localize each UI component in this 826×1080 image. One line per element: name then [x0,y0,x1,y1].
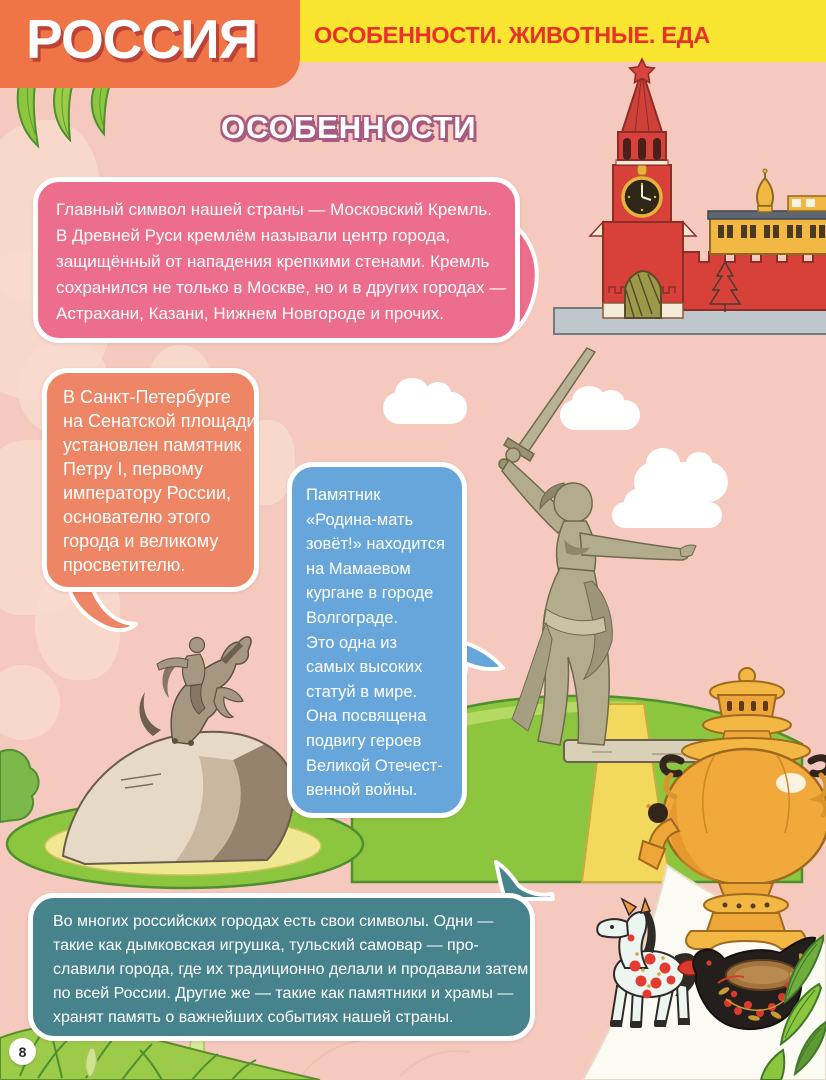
bubble-text-city-symbols: Во многих российских городах есть свои символы. Одни — такие как дымковская игрушка, тульский самовар — про- славили города, где их традиционно делали и продавали затем по всей России. Другие же — такие как памятники и храмы — хранят память о важнейших событиях нашей страны. [53,913,529,1026]
section-title: ОСОБЕННОСТИ [221,110,477,145]
horse-and-rider [139,637,251,746]
speech-bubble-motherland [287,462,467,818]
bubble-text-kremlin: Главный символ нашей страны — Московский Кремль. В Древней Руси кремлём называли центр города, защищённый от нападения крепкими стенами. Кремль сохранился не только в Москве, но и в других городах — Астрахани, Казани, Нижнем Новгороде и прочих. [56,200,507,323]
bottom-right-leaves [723,932,826,1080]
kremlin-tower-illustration [560,40,826,340]
ground-strip [554,308,826,334]
kremlin-wall [683,252,826,310]
speech-bubble-city-symbols [28,893,535,1041]
golden-dome [757,169,773,212]
sword [517,348,595,455]
red-star-icon [630,59,655,83]
tower-clock [623,178,661,216]
bubble-text-motherland: Памятник «Родина-мать зовёт!» находится на Мамаевом кургане в городе Волгограде. Это одна из самых высоких статуй в мире. Она посвящена подвигу героев Великой Отечест- венной войны. [306,486,445,800]
speech-bubble-peter [42,368,259,592]
top-left-leaves [6,80,124,176]
left-bush [0,742,42,828]
speech-bubble-kremlin [33,177,520,343]
header-subtitle: ОСОБЕННОСТИ. ЖИВОТНЫЕ. ЕДА [314,22,710,48]
page-title: РОССИЯ [26,8,258,70]
spasskaya-tower [590,59,696,318]
page-number: 8 [9,1038,36,1065]
bubble-text-peter: В Санкт-Петербурге на Сенатской площади установлен памятник Петру I, первому императору России, основателю этого города и великому просветителю. [63,387,257,575]
thunder-stone [63,732,294,864]
